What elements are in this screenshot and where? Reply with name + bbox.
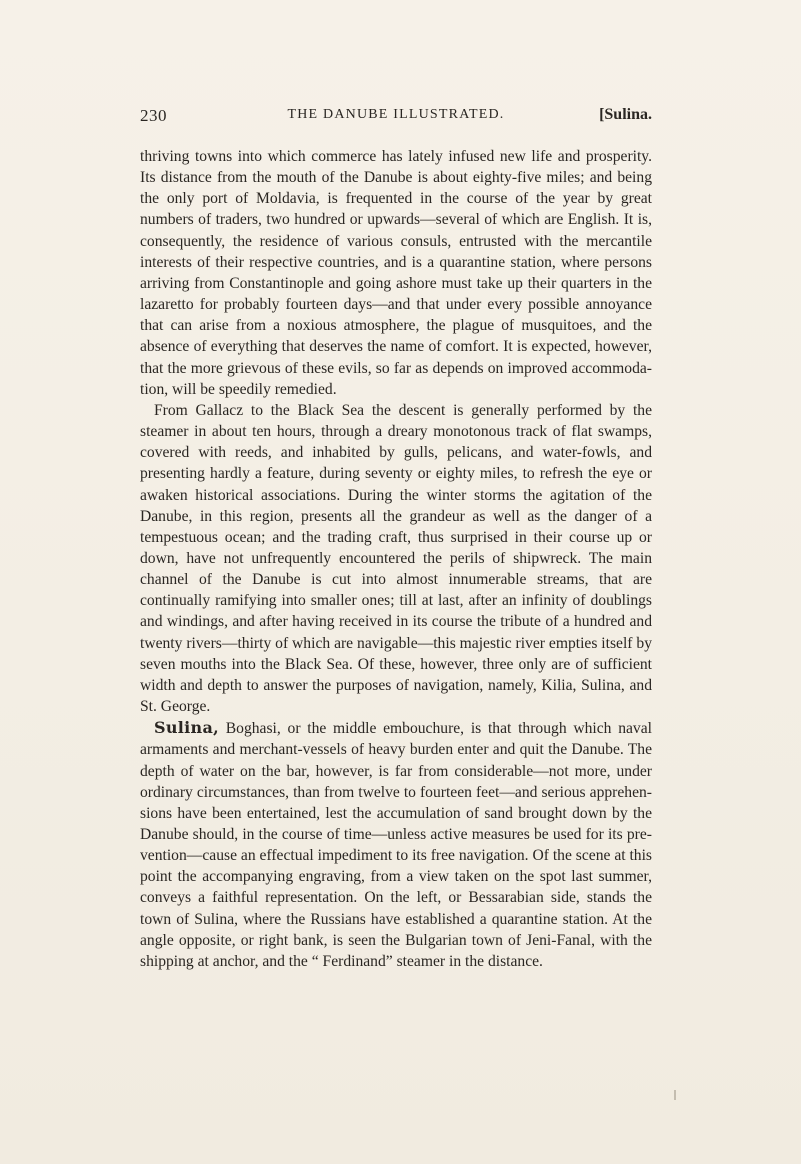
page-number: 230: [140, 106, 167, 125]
paragraph-gallacz-to-black-sea: From Gallacz to the Black Sea the descent is generally performed by the steamer in about ten hours, through a dreary monotonous track of flat swamps, covered with reeds, and inhabited by gulls, pelicans, and water-fowls, and presenting hardly a feature, during seventy or eighty miles, to refresh the eye or awaken historical associations. During the winter storms the agitation of the Danube, in this region, presents all the grandeur as well as the danger of a tempestuous ocean; and the trading craft, thus surprised in their course up or down, have not unfrequently encountered the perils of shipwreck. The main channel of the Danube is cut into almost innumerable streams, that are continually ramifying into smaller ones; till at last, after an infinity of doublings and windings, and after having received in its course the tribute of a hundred and twenty rivers—thirty of which are navigable—this majestic river empties itself by seven mouths into the Black Sea. Of these, however, three only are of sufficient width and depth to answer the purposes of navigation, namely, Kilia, Sulina, and St. George.: [140, 401, 652, 716]
paragraph-sulina: [140, 717, 652, 972]
section-marker: [Sulina.: [599, 106, 652, 123]
running-title: THE DANUBE ILLUSTRATED.: [287, 107, 505, 122]
body-text: [140, 146, 652, 972]
running-head: [140, 106, 652, 130]
paragraph-continued: thriving towns into which commerce has lately infused new life and prosperity. Its distance from the mouth of the Danube is about eighty-five miles; and being the only port of Moldavia, is frequented in the course of the year by great numbers of traders, two hundred or upwards—several of which are English. It is, consequently, the residence of various consuls, entrusted with the mercantile interests of their respective countries, and is a quarantine station, where persons arriving from Constantinople and going ashore must take up their quarters in the lazaretto for probably fourteen days—and that under every possible annoyance that can arise from a noxious atmosphere, the plague of musquitoes, and the absence of everything that deserves the name of comfort. It is expected, however, that the more grievous of these evils, so far as depends on improved accommodation, will be speedily remedied.: [140, 148, 652, 398]
sidehead-sulina: Sulina,: [154, 718, 220, 738]
paragraph-sulina-text: Boghasi, or the middle embouchure, is that through which naval armaments and merchant-vessels of heavy burden enter and quit the Danube. The depth of water on the bar, however, is far from considerable—not more, under ordinary circumstances, than from twelve to fourteen feet—and serious apprehensions have been entertained, lest the accumulation of sand brought down by the Danube should, in the course of time—unless active measures be used for its prevention—cause an effectual impediment to its free navigation. Of the scene at this point the accompanying engraving, from a view taken on the spot last summer, conveys a faithful representation. On the left, or Bessarabian side, stands the town of Sulina, where the Russians have established a quarantine station. At the angle opposite, or right bank, is seen the Bulgarian town of Jeni-Fanal, with the shipping at anchor, and the “ Ferdinand” steamer in the distance.: [140, 720, 652, 970]
page-mark: [674, 1090, 676, 1100]
